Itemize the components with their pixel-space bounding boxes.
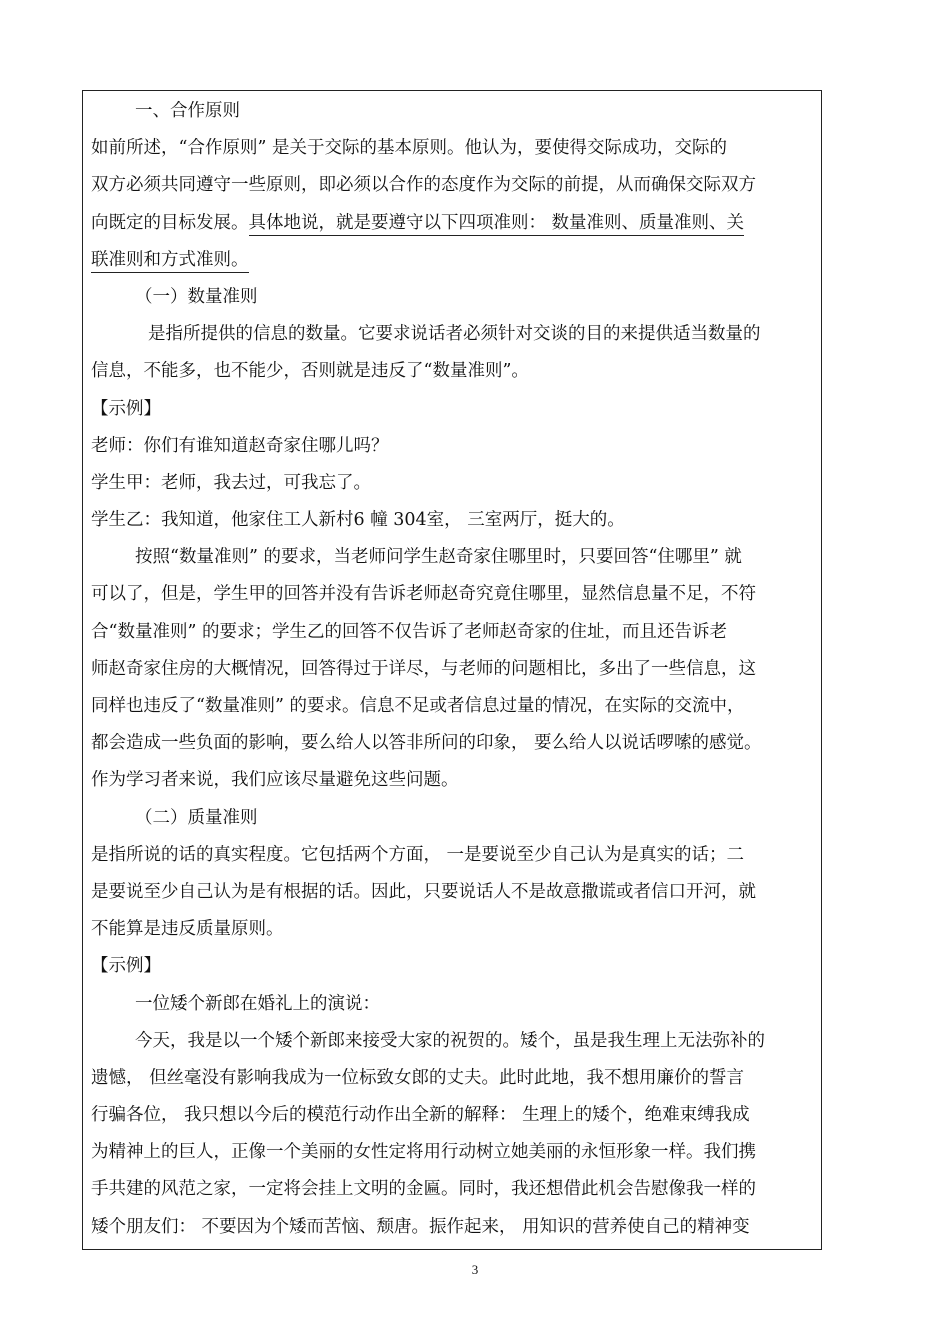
paragraph-line: 可以了，但是，学生甲的回答并没有告诉老师赵奇究竟住哪里，显然信息量不足，不符 <box>91 584 756 605</box>
paragraph-line: 作为学习者来说，我们应该尽量避免这些问题。 <box>91 770 459 791</box>
document-frame <box>82 90 822 1250</box>
paragraph-line: 行骗各位， 我只想以今后的模范行动作出全新的解释： 生理上的矮个，绝难束缚我成 <box>91 1105 750 1126</box>
paragraph-line: 是指所说的话的真实程度。它包括两个方面， 一是要说至少自己认为是真实的话；二 <box>91 844 745 865</box>
subsection-heading-quality: （二）质量准则 <box>135 807 258 828</box>
paragraph-line: 是要说至少自己认为是有根据的话。因此，只要说话人不是故意撒谎或者信口开河，就 <box>91 881 756 902</box>
paragraph-line: 手共建的风范之家，一定将会挂上文明的金匾。同时，我还想借此机会告慰像我一样的 <box>91 1179 756 1200</box>
paragraph-line: 都会造成一些负面的影响，要么给人以答非所问的印象， 要么给人以说话啰嗦的感觉。 <box>91 733 762 754</box>
paragraph-line: 为精神上的巨人，正像一个美丽的女性定将用行动树立她美丽的永恒形象一样。我们携 <box>91 1142 756 1163</box>
paragraph-line: 合“数量准则” 的要求；学生乙的回答不仅告诉了老师赵奇家的住址，而且还告诉老 <box>91 621 727 642</box>
paragraph-line: 如前所述，“合作原则” 是关于交际的基本原则。他认为，要使得交际成功，交际的 <box>91 138 727 159</box>
section-heading-cooperation: 一、合作原则 <box>135 101 240 121</box>
document-body <box>91 93 815 1246</box>
paragraph-line: 同样也违反了“数量准则” 的要求。信息不足或者信息过量的情况，在实际的交流中， <box>91 696 745 716</box>
paragraph-line: 双方必须共同遵守一些原则，即必须以合作的态度作为交际的前提，从而确保交际双方 <box>91 175 756 196</box>
paragraph-line: 是指所提供的信息的数量。它要求说话者必须针对交谈的目的来提供适当数量的 <box>148 324 761 345</box>
dialogue-line: 老师：你们有谁知道赵奇家住哪儿吗？ <box>91 435 389 456</box>
example-label: 【示例】 <box>91 956 161 977</box>
paragraph-line: 一位矮个新郎在婚礼上的演说： <box>135 993 380 1014</box>
page-number: 3 <box>471 1262 479 1277</box>
paragraph-line: 矮个朋友们： 不要因为个矮而苦恼、颓唐。振作起来， 用知识的营养使自己的精神变 <box>91 1216 750 1237</box>
paragraph-line: 遗憾， 但丝毫没有影响我成为一位标致女郎的丈夫。此时此地，我不想用廉价的誓言 <box>91 1067 745 1088</box>
paragraph-line: 师赵奇家住房的大概情况，回答得过于详尽，与老师的问题相比，多出了一些信息，这 <box>91 658 756 679</box>
paragraph-line: 信息，不能多，也不能少，否则就是违反了“数量准则”。 <box>91 361 529 382</box>
paragraph-text: 向既定的目标发展。 <box>91 212 249 233</box>
paragraph-line: 不能算是违反质量原则。 <box>91 919 284 940</box>
paragraph-line <box>91 242 815 279</box>
paragraph-line: 按照“数量准则” 的要求，当老师问学生赵奇家住哪里时，只要回答“住哪里” 就 <box>135 547 742 568</box>
paragraph-line <box>91 205 815 242</box>
underlined-text: 具体地说，就是要遵守以下四项准则： 数量准则、质量准则、关 <box>249 213 745 236</box>
example-label: 【示例】 <box>91 398 161 419</box>
subsection-heading-quantity: （一）数量准则 <box>135 286 258 307</box>
paragraph-line: 今天，我是以一个矮个新郎来接受大家的祝贺的。矮个，虽是我生理上无法弥补的 <box>135 1030 765 1051</box>
underlined-text: 联准则和方式准则。 <box>91 250 249 273</box>
dialogue-line: 学生乙：我知道，他家住工人新村6 幢 304室， 三室两厅，挺大的。 <box>91 510 625 531</box>
dialogue-line: 学生甲：老师，我去过，可我忘了。 <box>91 472 371 493</box>
